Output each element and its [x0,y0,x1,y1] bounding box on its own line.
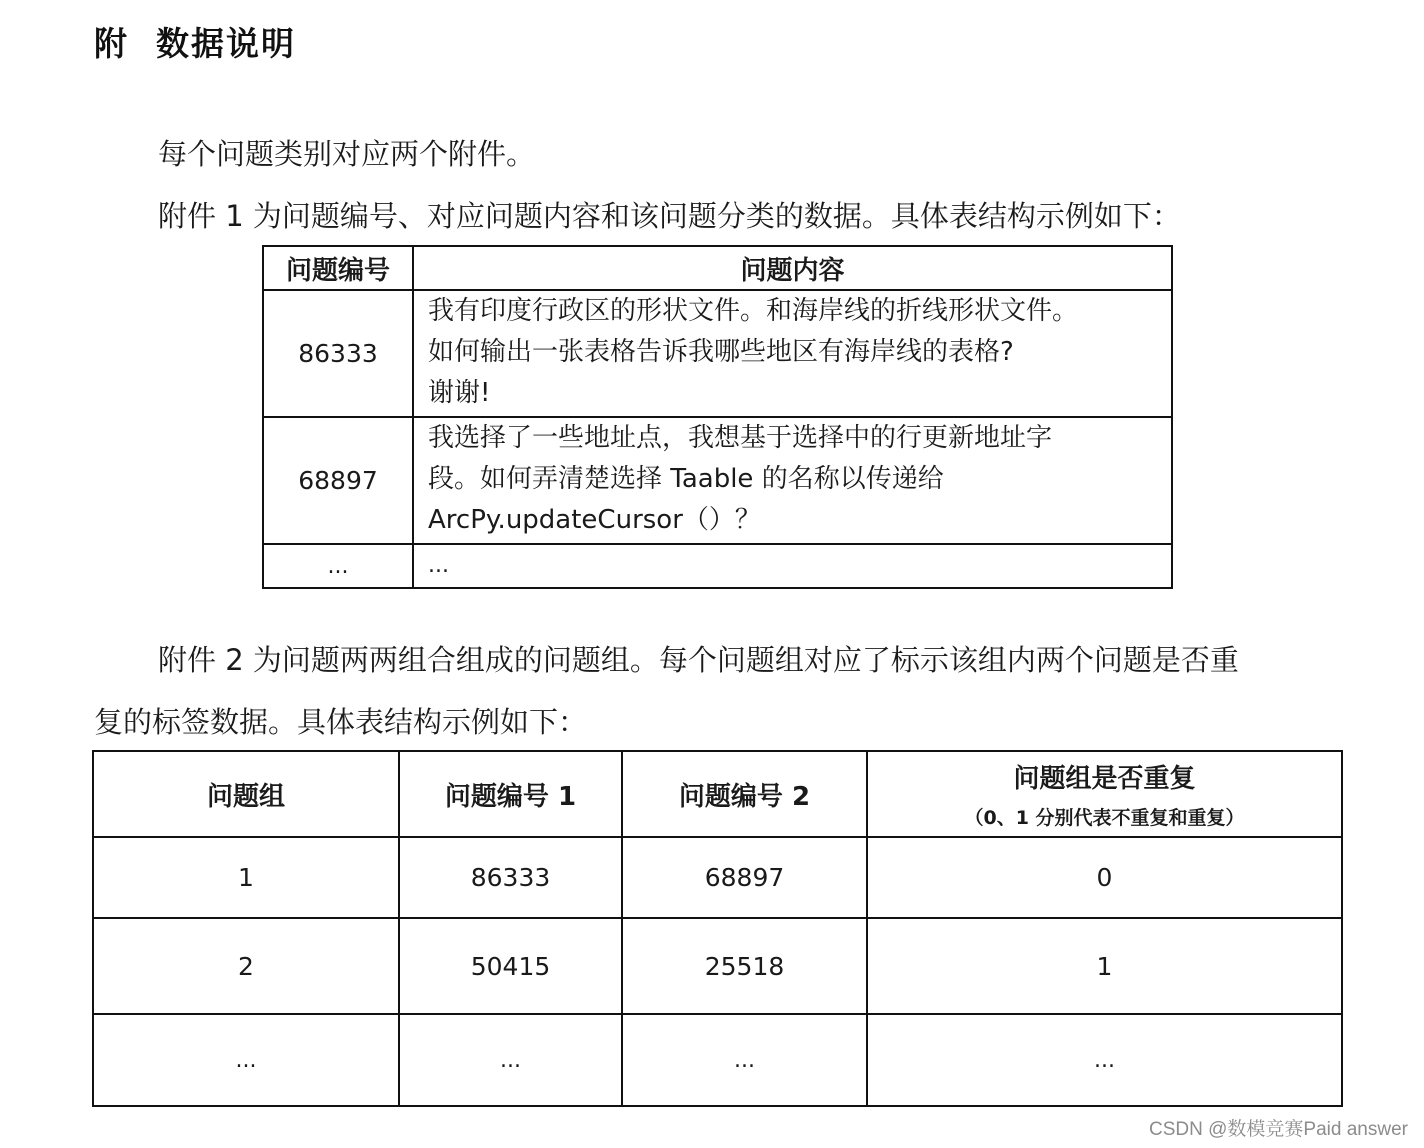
question-content-cell [413,544,1172,588]
content-line: 我有印度行政区的形状文件。和海岸线的折线形状文件。 [428,296,1079,326]
column-header-question-content: 问题内容 [413,246,1172,290]
group-cell: ... [93,1014,399,1106]
paragraph-attachment-2-line-2: 复的标签数据。具体表结构示例如下： [94,705,588,739]
paragraph-intro: 每个问题类别对应两个附件。 [158,137,536,171]
question-id-2-cell: 68897 [622,837,867,918]
question-content-cell [413,290,1172,417]
question-id-1-cell: ... [399,1014,622,1106]
table-row [263,417,1172,544]
question-id-1-cell: 50415 [399,918,622,1014]
content-line: ... [428,553,449,578]
duplicate-flag-cell: ... [867,1014,1342,1106]
content-line: 如何输出一张表格告诉我哪些地区有海岸线的表格? [428,337,1014,367]
column-header-question-group: 问题组 [93,751,399,837]
question-id-cell: 68897 [263,417,413,544]
duplicate-flag-cell: 1 [867,918,1342,1014]
attachment-2-table [92,750,1343,1107]
column-header-question-id-1: 问题编号 1 [399,751,622,837]
content-line: 段。如何弄清楚选择 Taable 的名称以传递给 [428,464,944,494]
question-id-cell: 86333 [263,290,413,417]
section-heading: 附 数据说明 [94,24,296,63]
question-id-2-cell: 25518 [622,918,867,1014]
attachment-1-table [262,245,1173,589]
table-row [93,837,1342,918]
question-id-1-cell: 86333 [399,837,622,918]
content-line: 谢谢! [428,378,491,408]
question-id-2-cell: ... [622,1014,867,1106]
question-id-cell: ... [263,544,413,588]
table-header-row [93,751,1342,837]
table-row [93,1014,1342,1106]
duplicate-flag-cell: 0 [867,837,1342,918]
paragraph-attachment-2-line-1: 附件 2 为问题两两组合组成的问题组。每个问题组对应了标示该组内两个问题是否重 [158,643,1239,677]
group-cell: 2 [93,918,399,1014]
table-row [263,544,1172,588]
paragraph-attachment-1: 附件 1 为问题编号、对应问题内容和该问题分类的数据。具体表结构示例如下： [158,199,1181,233]
content-line: 我选择了一些地址点，我想基于选择中的行更新地址字 [428,423,1053,453]
header-title: 问题组是否重复 [1013,764,1196,794]
table-row [263,290,1172,417]
watermark-text: CSDN @数模竞赛Paid answer [1149,1119,1408,1140]
content-line: ArcPy.updateCursor（）？ [428,505,761,535]
table-header-row [263,246,1172,290]
group-cell: 1 [93,837,399,918]
question-content-cell [413,417,1172,544]
column-header-question-id-2: 问题编号 2 [622,751,867,837]
table-row [93,918,1342,1014]
column-header-question-id: 问题编号 [263,246,413,290]
header-note: （0、1 分别代表不重复和重复） [964,807,1245,829]
column-header-is-duplicate [867,751,1342,837]
